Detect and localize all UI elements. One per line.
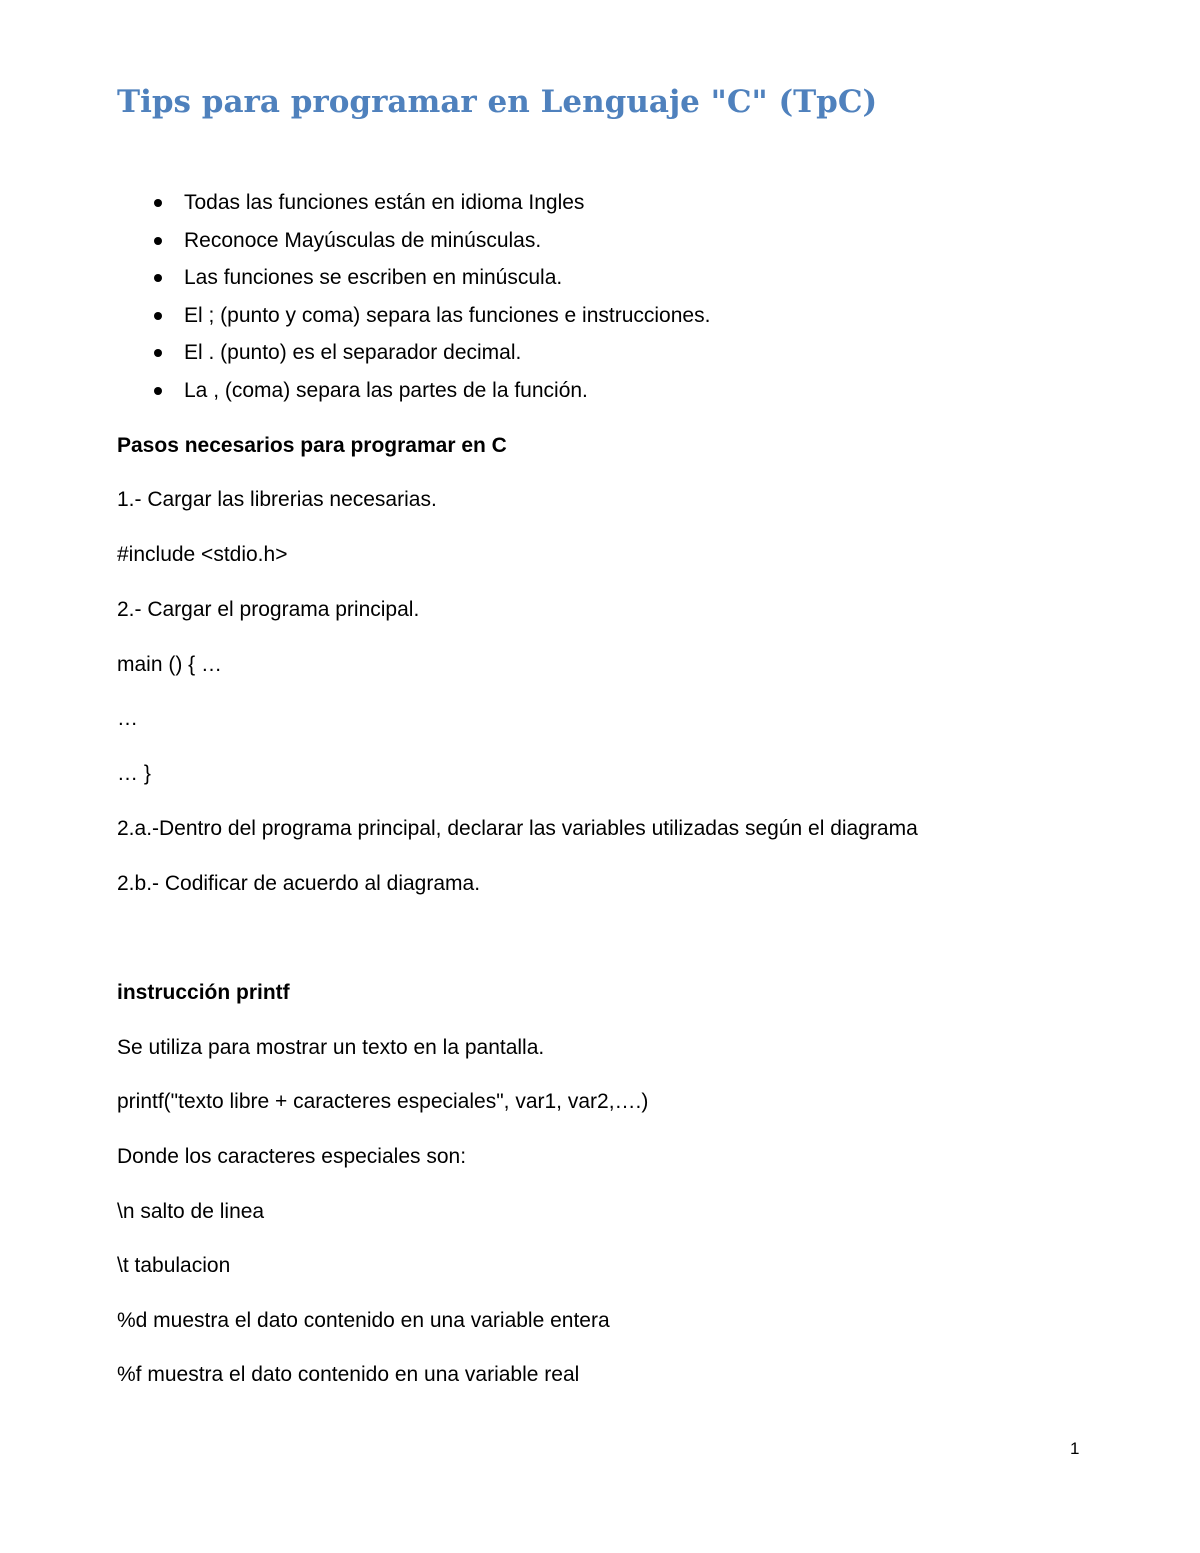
- bullet-text: Reconoce Mayúsculas de minúsculas.: [184, 228, 542, 252]
- special-char-int: %d muestra el dato contenido en una variable entera: [117, 1309, 610, 1332]
- bullet-text: Las funciones se escriben en minúscula.: [184, 266, 563, 290]
- main-close-line: … }: [117, 762, 151, 785]
- special-char-tab: \t tabulacion: [117, 1254, 231, 1277]
- bullet-icon: [154, 199, 162, 207]
- bullet-icon: [154, 274, 162, 282]
- printf-description: Se utiliza para mostrar un texto en la pantalla.: [117, 1036, 545, 1059]
- bullet-icon: [154, 237, 162, 245]
- include-line: #include <stdio.h>: [117, 543, 288, 566]
- bullet-icon: [154, 312, 162, 320]
- main-middle-line: …: [117, 707, 138, 730]
- bullet-text: El ; (punto y coma) separa las funciones e instrucciones.: [184, 303, 711, 327]
- list-item: [117, 262, 710, 300]
- main-open-line: main () { …: [117, 653, 223, 676]
- steps-heading: Pasos necesarios para programar en C: [117, 434, 507, 457]
- bullet-text: El . (punto) es el separador decimal.: [184, 341, 522, 365]
- step-2b: 2.b.- Codificar de acuerdo al diagrama.: [117, 872, 481, 895]
- tips-bullet-list: [117, 187, 710, 413]
- printf-heading: instrucción printf: [117, 981, 290, 1004]
- list-item: [117, 187, 710, 225]
- step-2a: 2.a.-Dentro del programa principal, declarar las variables utilizadas según el diagrama: [117, 817, 918, 840]
- page-number: 1: [1070, 1439, 1080, 1458]
- bullet-icon: [154, 349, 162, 357]
- list-item: [117, 375, 710, 413]
- bullet-text: Todas las funciones están en idioma Ingles: [184, 191, 585, 214]
- list-item: [117, 225, 710, 263]
- document-title: Tips para programar en Lenguaje "C" (TpC): [117, 84, 878, 120]
- step-1: 1.- Cargar las librerias necesarias.: [117, 488, 437, 511]
- special-chars-intro: Donde los caracteres especiales son:: [117, 1145, 467, 1168]
- special-char-float: %f muestra el dato contenido en una variable real: [117, 1363, 580, 1386]
- printf-syntax: printf("texto libre + caracteres especiales", var1, var2,….): [117, 1090, 649, 1113]
- list-item: [117, 337, 710, 375]
- step-2: 2.- Cargar el programa principal.: [117, 598, 420, 621]
- bullet-text: La , (coma) separa las partes de la función.: [184, 378, 588, 402]
- bullet-icon: [154, 387, 162, 395]
- special-char-newline: \n salto de linea: [117, 1200, 265, 1223]
- list-item: [117, 300, 710, 338]
